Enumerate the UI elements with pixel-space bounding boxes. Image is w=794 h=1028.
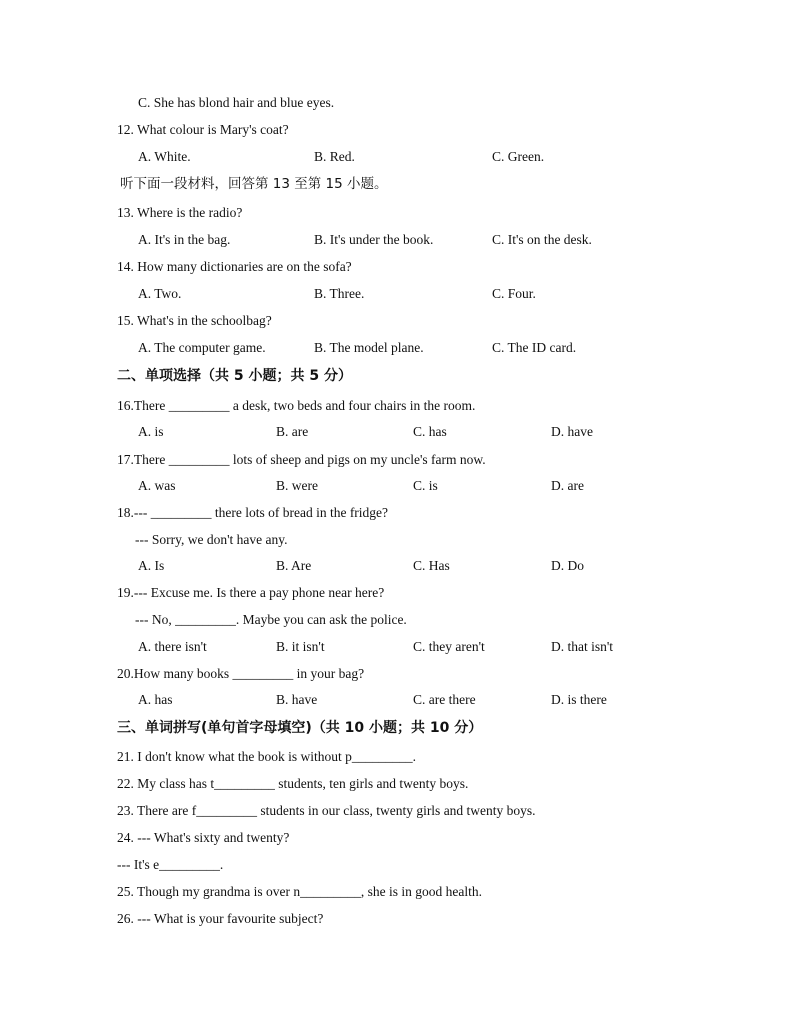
q17-option-d: D. are (551, 478, 584, 493)
q20-option-a: A. has (138, 692, 173, 707)
q13-option-a: A. It's in the bag. (138, 232, 231, 247)
q19-option-d: D. that isn't (551, 639, 614, 654)
q12-option-a: A. White. (138, 149, 191, 164)
q14-option-b: B. Three. (314, 286, 365, 301)
q13-option-b: B. It's under the book. (314, 232, 434, 247)
q20-option-c: C. are there (413, 692, 476, 707)
q22: 22. My class has t_________ students, ten girls and twenty boys. (117, 776, 469, 791)
q18-option-b: B. Are (276, 558, 312, 573)
q16-option-b: B. are (276, 424, 309, 439)
q24-reply: --- It's e_________. (117, 857, 224, 872)
q16-stem: 16.There _________ a desk, two beds and four chairs in the room. (117, 398, 476, 413)
q14-option-a: A. Two. (138, 286, 182, 301)
q18-option-a: A. Is (138, 558, 165, 573)
q18-reply: --- Sorry, we don't have any. (135, 532, 288, 547)
q15-stem: 15. What's in the schoolbag? (117, 313, 272, 328)
q26: 26. --- What is your favourite subject? (117, 911, 324, 926)
q25: 25. Though my grandma is over n_________, she is in good health. (117, 884, 482, 899)
q17-option-c: C. is (413, 478, 438, 493)
q15-option-a: A. The computer game. (138, 340, 266, 355)
q24: 24. --- What's sixty and twenty? (117, 830, 290, 845)
q12-option-b: B. Red. (314, 149, 355, 164)
q13-stem: 13. Where is the radio? (117, 205, 243, 220)
q11-option-c: C. She has blond hair and blue eyes. (138, 95, 335, 110)
q19-option-b: B. it isn't (276, 639, 325, 654)
q21: 21. I don't know what the book is without p_________. (117, 749, 417, 764)
q19-stem: 19.--- Excuse me. Is there a pay phone near here? (117, 585, 385, 600)
q17-stem: 17.There _________ lots of sheep and pigs on my uncle's farm now. (117, 452, 486, 467)
q17-option-b: B. were (276, 478, 318, 493)
q18-option-d: D. Do (551, 558, 584, 573)
section2-heading: 二、单项选择（共 5 小题；共 5 分） (117, 368, 352, 384)
q19-reply: --- No, _________. Maybe you can ask the police. (135, 612, 407, 627)
q16-option-c: C. has (413, 424, 447, 439)
q20-stem: 20.How many books _________ in your bag? (117, 666, 365, 681)
q19-option-c: C. they aren't (413, 639, 485, 654)
q18-stem: 18.--- _________ there lots of bread in the fridge? (117, 505, 389, 520)
q23: 23. There are f_________ students in our class, twenty girls and twenty boys. (117, 803, 536, 818)
q14-option-c: C. Four. (492, 286, 536, 301)
q12-option-c: C. Green. (492, 149, 545, 164)
q13-option-c: C. It's on the desk. (492, 232, 592, 247)
q14-stem: 14. How many dictionaries are on the sofa? (117, 259, 352, 274)
q20-option-b: B. have (276, 692, 318, 707)
q18-option-c: C. Has (413, 558, 450, 573)
q15-option-b: B. The model plane. (314, 340, 424, 355)
q20-option-d: D. is there (551, 692, 607, 707)
q16-option-a: A. is (138, 424, 164, 439)
q19-option-a: A. there isn't (138, 639, 207, 654)
q16-option-d: D. have (551, 424, 593, 439)
q12-stem: 12. What colour is Mary's coat? (117, 122, 289, 137)
section3-heading: 三、单词拼写(单句首字母填空)（共 10 小题；共 10 分） (117, 720, 483, 736)
q17-option-a: A. was (138, 478, 176, 493)
q15-option-c: C. The ID card. (492, 340, 577, 355)
instruction-13-15: 听下面一段材料，回答第 13 至第 15 小题。 (120, 176, 388, 192)
